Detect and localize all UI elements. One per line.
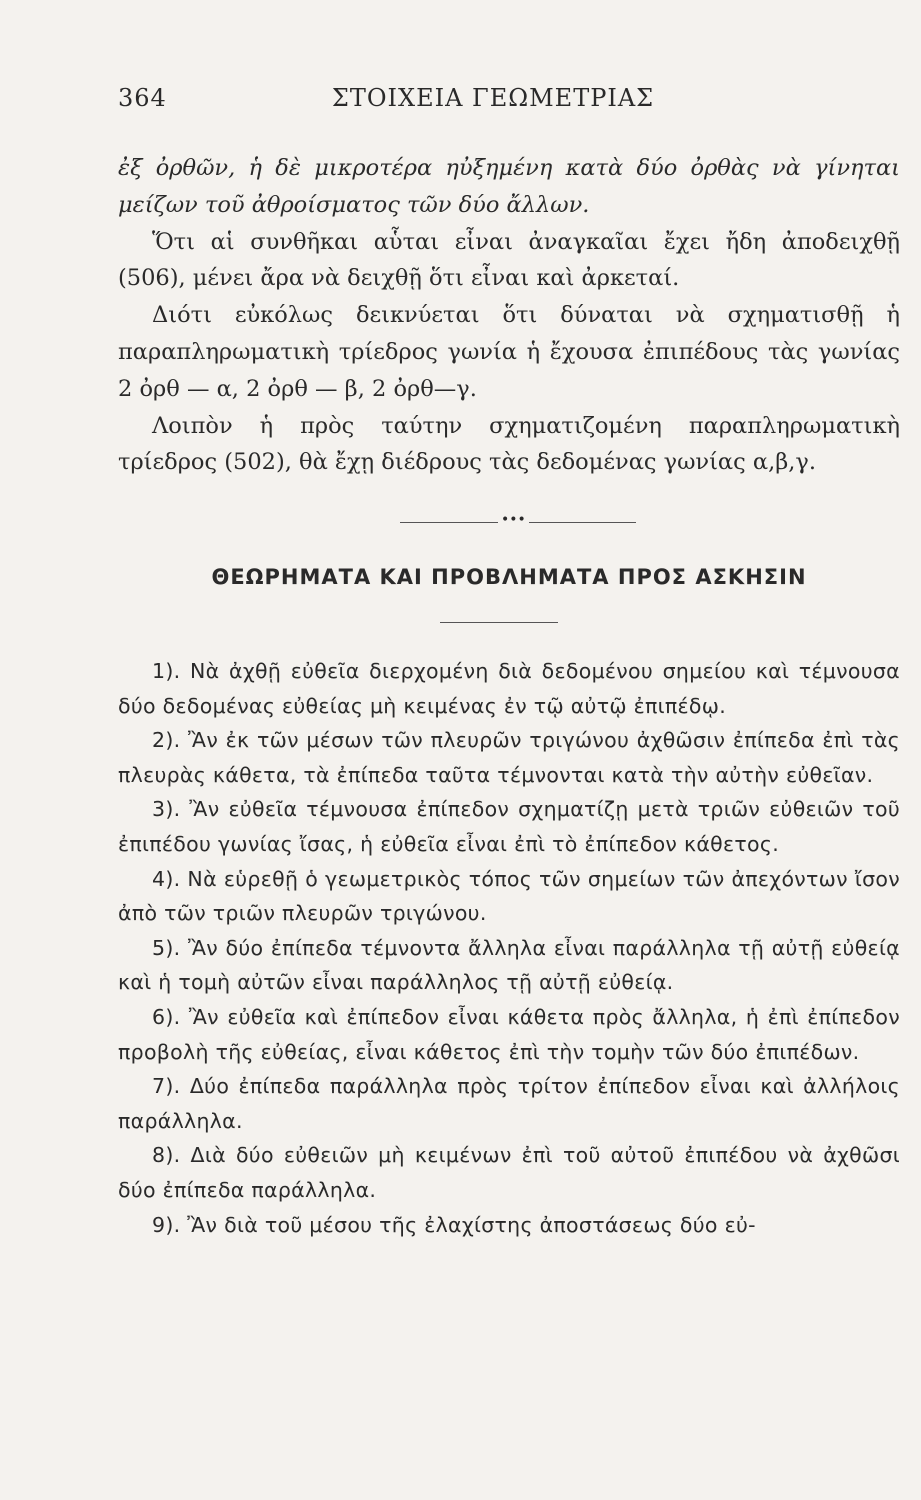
body-text: [118, 150, 900, 481]
exercise-list: [118, 654, 900, 1242]
exercise-item: 1). Νὰ ἀχθῇ εὐθεῖα διερχομένη διὰ δεδομένου σημείου καὶ τέμνουσα δύο δεδομένας εὐθείας μὴ κειμένας ἐν τῷ αὐτῷ ἐπιπέδῳ.: [118, 659, 900, 718]
paragraph-conclusion: Λοιπὸν ἡ πρὸς ταύτην σχηματιζομένη παραπληρωματικὴ τρίεδρος (502), θὰ ἔχῃ διέδρους τὰς δεδομένας γωνίας α,β,γ.: [118, 412, 900, 476]
page-header: [118, 84, 868, 118]
running-title: ΣΤΟΙΧΕΙΑ ΓΕΩΜΕΤΡΙΑΣ: [331, 84, 655, 112]
exercise-item: 5). Ἂν δύο ἐπίπεδα τέμνοντα ἄλληλα εἶναι παράλληλα τῇ αὐτῇ εὐθείᾳ καὶ ἡ τομὴ αὐτῶν εἶναι παράλληλος τῇ αὐτῇ εὐθείᾳ.: [118, 935, 900, 995]
exercise-item: 2). Ἂν ἐκ τῶν μέσων τῶν πλευρῶν τριγώνου ἀχθῶσιν ἐπίπεδα ἐπὶ τὰς πλευρὰς κάθετα, τὰ ἐπίπεδα ταῦτα τέμνονται κατὰ τὴν αὐτὴν εὐθεῖαν.: [118, 728, 900, 787]
heading-underline: [440, 622, 558, 623]
exercise-item: 4). Νὰ εὑρεθῇ ὁ γεωμετρικὸς τόπος τῶν σημείων τῶν ἀπεχόντων ἴσον ἀπὸ τῶν τριῶν πλευρῶν τριγώνου.: [118, 866, 900, 926]
paragraph-conditions: Ὅτι αἱ συνθῆκαι αὗται εἶναι ἀναγκαῖαι ἔχει ἤδη ἀποδειχθῇ (506), μένει ἄρα νὰ δειχθῇ ὅτι εἶναι καὶ ἀρκεταί.: [118, 228, 900, 292]
divider-ornament: •••: [498, 512, 529, 528]
exercise-item: 7). Δύο ἐπίπεδα παράλληλα πρὸς τρίτον ἐπίπεδον εἶναι καὶ ἀλλήλοις παράλληλα.: [118, 1074, 900, 1133]
exercise-item: 9). Ἂν διὰ τοῦ μέσου τῆς ἐλαχίστης ἀποστάσεως δύο εὐ-: [152, 1212, 756, 1237]
section-heading: ΘΕΩΡΗΜΑΤΑ ΚΑΙ ΠΡΟΒΛΗΜΑΤΑ ΠΡΟΣ ΑΣΚΗΣΙΝ: [211, 565, 807, 589]
exercise-item: 8). Διὰ δύο εὐθειῶν μὴ κειμένων ἐπὶ τοῦ αὐτοῦ ἐπιπέδου νὰ ἀχθῶσι δύο ἐπίπεδα παράλληλα.: [118, 1143, 900, 1202]
page-number: 364: [118, 84, 167, 112]
paragraph-continued: ἐξ ὀρθῶν, ἡ δὲ μικροτέρα ηὐξημένη κατὰ δύο ὀρθὰς νὰ γίνηται μείζων τοῦ ἀθροίσματος τῶν δύο ἄλλων.: [118, 155, 900, 218]
paragraph-proof: Διότι εὐκόλως δεικνύεται ὅτι δύναται νὰ σχηματισθῇ ἡ παραπληρωματικὴ τρίεδρος γωνία ἡ ἔχουσα ἐπιπέδους τὰς γωνίας 2 ὀρθ — α, 2 ὀρθ — β, 2 ὀρθ—γ.: [118, 302, 900, 402]
exercise-item: 6). Ἂν εὐθεῖα καὶ ἐπίπεδον εἶναι κάθετα πρὸς ἄλληλα, ἡ ἐπὶ ἐπίπεδον προβολὴ τῆς εὐθείας, εἶναι κάθετος ἐπὶ τὴν τομὴν τῶν δύο ἐπιπέδων.: [118, 1004, 900, 1064]
exercise-item: 3). Ἂν εὐθεῖα τέμνουσα ἐπίπεδον σχηματίζῃ μετὰ τριῶν εὐθειῶν τοῦ ἐπιπέδου γωνίας ἴσας, ἡ εὐθεῖα εἶναι ἐπὶ τὸ ἐπίπεδον κάθετος.: [118, 797, 900, 856]
